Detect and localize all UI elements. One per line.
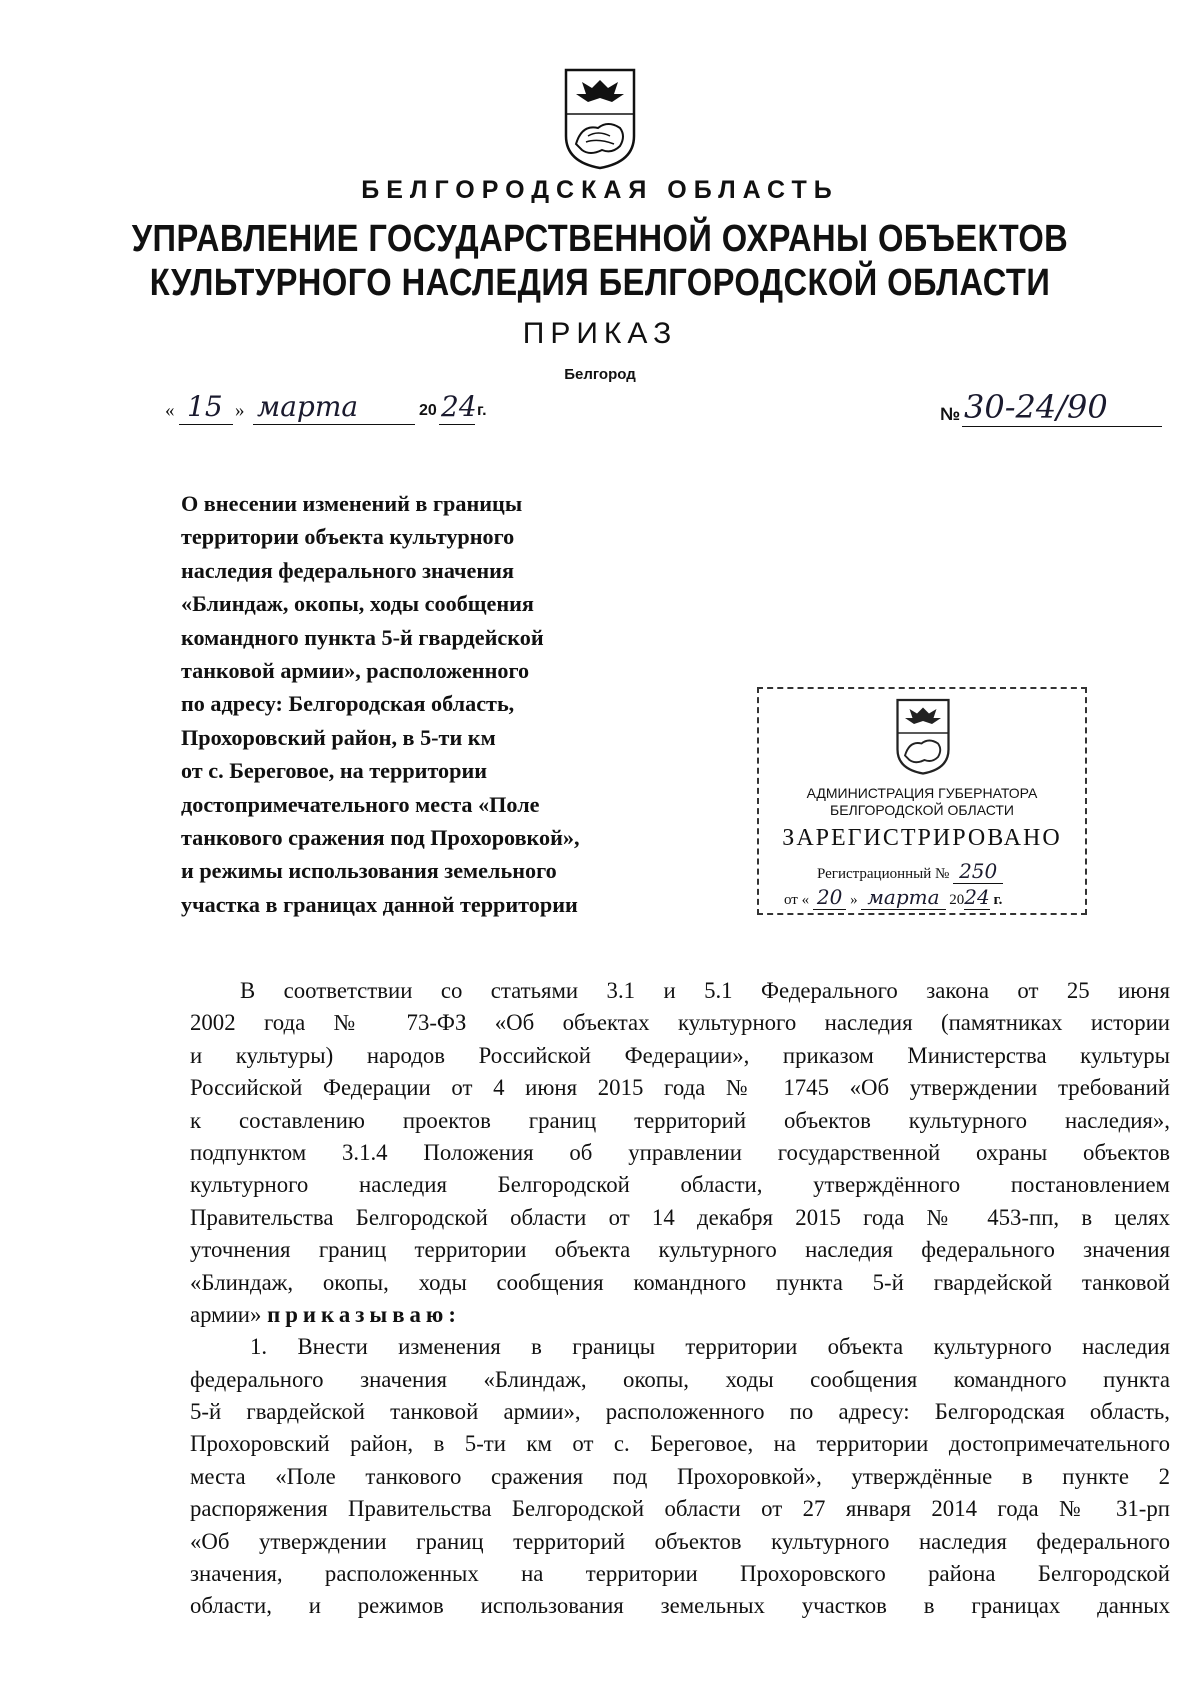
subject-line: О внесении изменений в границы: [181, 491, 523, 516]
date-month: марта: [257, 390, 359, 423]
date-year-suffix: 24: [441, 390, 477, 423]
body-line: 2002 года № 73-ФЗ «Об объектах культурного наследия (памятниках истории: [190, 1010, 1170, 1036]
subject-line: танкового сражения под Прохоровкой»,: [181, 825, 580, 851]
order-date: [165, 392, 565, 436]
item1-line: распоряжения Правительства Белгородской области от 27 января 2014 года № 31-рп: [190, 1496, 1170, 1522]
item1-line: 5-й гвардейской танковой армии», расположенного по адресу: Белгородская область,: [190, 1399, 1170, 1425]
subject-line: «Блиндаж, окопы, ходы сообщения: [181, 591, 534, 617]
stamp-org-line-1: АДМИНИСТРАЦИЯ ГУБЕРНАТОРА: [806, 785, 1038, 801]
order-line-start: армии»: [190, 1301, 262, 1327]
order-body: [190, 975, 1170, 1623]
body-line: «Блиндаж, окопы, ходы сообщения командного пункта 5-й гвардейской танковой: [190, 1269, 1170, 1295]
subject-line: танковой армии», расположенного: [181, 658, 530, 684]
body-line: уточнения границ территории объекта культурного наследия федерального значения: [190, 1237, 1170, 1263]
number-value: 30-24/90: [964, 388, 1108, 426]
item1-line: 1. Внести изменения в границы территории объекта культурного наследия: [250, 1334, 1170, 1360]
order-number: [940, 388, 1170, 436]
stamp-month: марта: [861, 885, 945, 910]
stamp-close-quote: »: [850, 892, 858, 908]
item1-line: области, и режимов использования земельных участков в границах данных: [190, 1593, 1170, 1619]
region-title: БЕЛГОРОДСКАЯ ОБЛАСТЬ: [361, 176, 839, 204]
stamp-org-line-2: БЕЛГОРОДСКОЙ ОБЛАСТИ: [830, 802, 1014, 818]
date-day: 15: [187, 390, 223, 423]
subject-line: от с. Береговое, на территории: [181, 758, 488, 784]
date-open-quote: «: [165, 400, 175, 421]
subject-line: по адресу: Белгородская область,: [181, 691, 515, 717]
stamp-from-label: от «: [784, 892, 810, 908]
subject-line: территории объекта культурного: [181, 524, 515, 550]
item1-line: Прохоровский район, в 5-ти км от с. Береговое, на территории достопримечательного: [190, 1431, 1170, 1457]
coat-of-arms-emblem: [562, 66, 638, 170]
number-prefix: №: [940, 404, 961, 424]
item1-line: значения, расположенных на территории Прохоровского района Белгородской: [190, 1561, 1170, 1587]
stamp-reg-value: 250: [953, 859, 1003, 884]
item1-line: «Об утверждении границ территорий объектов культурного наследия федерального: [190, 1528, 1170, 1554]
agency-name-line-2: КУЛЬТУРНОГО НАСЛЕДИЯ БЕЛГОРОДСКОЙ ОБЛАСТИ: [149, 262, 1051, 304]
subject-line: и режимы использования земельного: [181, 858, 557, 884]
date-year-mark: г.: [477, 402, 487, 419]
stamp-reg-number: [817, 859, 1077, 883]
body-line: культурного наследия Белгородской области, утверждённого постановлением: [190, 1172, 1170, 1198]
body-line: Правительства Белгородской области от 14 декабря 2015 года № 453-пп, в целях: [190, 1204, 1170, 1230]
order-word: приказываю:: [267, 1301, 461, 1327]
date-year-prefix: 20: [419, 402, 437, 419]
stamp-reg-label: Регистрационный №: [817, 866, 950, 882]
body-line: подпунктом 3.1.4 Положения об управлении государственной охраны объектов: [190, 1139, 1170, 1165]
body-line: к составлению проектов границ территорий объектов культурного наследия»,: [190, 1107, 1170, 1133]
item1-line: места «Поле танкового сражения под Прохоровкой», утверждённые в пункте 2: [190, 1463, 1170, 1489]
subject-line: Прохоровский район, в 5-ти км: [181, 724, 496, 750]
subject-line: наследия федерального значения: [181, 557, 514, 583]
stamp-year-suffix: 24: [964, 885, 990, 909]
registration-stamp: [757, 687, 1087, 915]
body-order-line: [190, 1299, 1170, 1331]
stamp-status: ЗАРЕГИСТРИРОВАНО: [782, 825, 1062, 851]
stamp-emblem: [894, 697, 952, 775]
agency-name-line-1: УПРАВЛЕНИЕ ГОСУДАРСТВЕННОЙ ОХРАНЫ ОБЪЕКТОВ: [131, 218, 1069, 260]
stamp-year-mark: г.: [993, 892, 1003, 908]
body-line: и культуры) народов Российской Федерации», приказом Министерства культуры: [190, 1042, 1170, 1068]
city-label: Белгород: [564, 366, 636, 383]
body-line: Российской Федерации от 4 июня 2015 года № 1745 «Об утверждении требований: [190, 1075, 1170, 1101]
date-close-quote: »: [235, 400, 245, 421]
subject-line: командного пункта 5-й гвардейской: [181, 624, 544, 650]
subject-line: участка в границах данной территории: [181, 891, 578, 917]
stamp-reg-date: [784, 885, 1084, 909]
stamp-day: 20: [813, 885, 846, 910]
order-subject: [181, 487, 641, 921]
document-type: ПРИКАЗ: [522, 317, 678, 350]
body-line: В соответствии со статьями 3.1 и 5.1 Федерального закона от 25 июня: [240, 978, 1170, 1003]
stamp-year-prefix: 20: [949, 892, 965, 908]
item1-line: федерального значения «Блиндаж, окопы, ходы сообщения командного пункта: [190, 1366, 1170, 1392]
subject-line: достопримечательного места «Поле: [181, 791, 540, 817]
